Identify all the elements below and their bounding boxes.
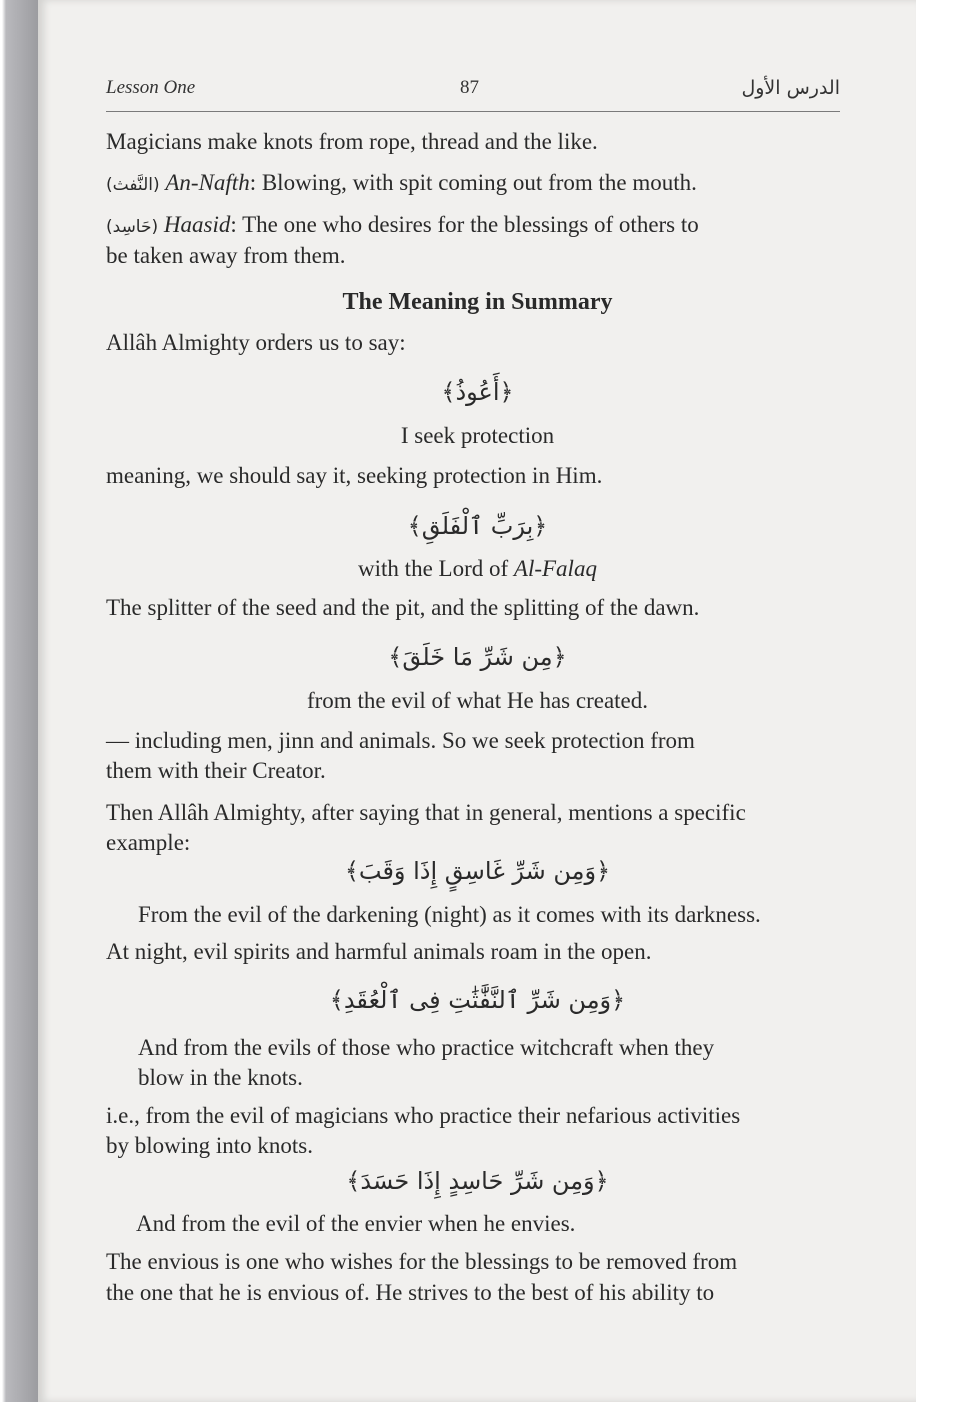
paragraph-line: Allâh Almighty orders us to say:: [106, 330, 406, 355]
header-lesson-title: Lesson One: [106, 77, 196, 98]
verse-translation: I seek protection: [400, 423, 555, 448]
page-number: 87: [460, 77, 479, 98]
paragraph-line: Then Allâh Almighty, after saying that in general, mentions a specific: [106, 800, 746, 825]
arabic-verse: ﴿مِن شَرِّ مَا خَلَقَ﴾: [388, 643, 567, 671]
paragraph-line: be taken away from them.: [106, 243, 346, 268]
arabic-verse: ﴿وَمِن شَرِّ ٱلنَّفَّٰثَٰتِ فِى ٱلْعُقَدِ﴾: [329, 986, 626, 1014]
paragraph-line: example:: [106, 830, 191, 855]
paragraph-line: Magicians make knots from rope, thread and the like.: [106, 129, 598, 154]
paragraph-line: by blowing into knots.: [106, 1133, 314, 1158]
paragraph-line: — including men, jinn and animals. So we seek protection from: [106, 728, 695, 753]
arabic-term: (النَّفث): [106, 175, 160, 195]
arabic-verse: ﴿أَعُوذُ﴾: [441, 378, 514, 406]
translation-text: with the Lord of: [358, 556, 514, 581]
verse-translation: [0, 556, 955, 582]
term-name: Haasid: [163, 212, 231, 237]
term-definition: : Blowing, with spit coming out from the mouth.: [249, 170, 697, 195]
term-definition: : The one who desires for the blessings of others to: [230, 212, 699, 237]
paragraph-line: the one that he is envious of. He strives to the best of his ability to: [106, 1280, 715, 1305]
paragraph-line: i.e., from the evil of magicians who practice their nefarious activities: [106, 1103, 741, 1128]
arabic-verse: ﴿وَمِن شَرِّ حَاسِدٍ إِذَا حَسَدَ﴾: [346, 1167, 609, 1195]
paragraph-line: them with their Creator.: [106, 758, 326, 783]
header-arabic-title: الدرس الأول: [741, 77, 840, 99]
verse-translation: from the evil of what He has created.: [306, 688, 649, 713]
paragraph-line: meaning, we should say it, seeking protection in Him.: [106, 463, 603, 488]
section-heading: The Meaning in Summary: [342, 289, 613, 315]
paragraph-line: The envious is one who wishes for the blessings to be removed from: [106, 1249, 738, 1274]
arabic-verse: ﴿بِرَبِّ ٱلْفَلَقِ﴾: [407, 512, 548, 540]
verse-translation: blow in the knots.: [138, 1065, 303, 1090]
verse-translation: From the evil of the darkening (night) as it comes with its darkness.: [138, 902, 761, 927]
arabic-term: (حَاسِد): [106, 217, 159, 237]
page-header: [106, 77, 840, 112]
verse-translation: And from the evil of the envier when he envies.: [136, 1211, 576, 1236]
term-name: An-Nafth: [165, 170, 250, 195]
definition-line: [106, 210, 840, 242]
paragraph-line: At night, evil spirits and harmful animals roam in the open.: [106, 939, 652, 964]
verse-translation: And from the evils of those who practice witchcraft when they: [138, 1035, 715, 1060]
definition-line: [106, 168, 840, 200]
translation-term: Al-Falaq: [513, 556, 597, 581]
arabic-verse: ﴿وَمِن شَرِّ غَاسِقٍ إِذَا وَقَبَ﴾: [344, 857, 611, 885]
paragraph-line: The splitter of the seed and the pit, and the splitting of the dawn.: [106, 595, 700, 620]
